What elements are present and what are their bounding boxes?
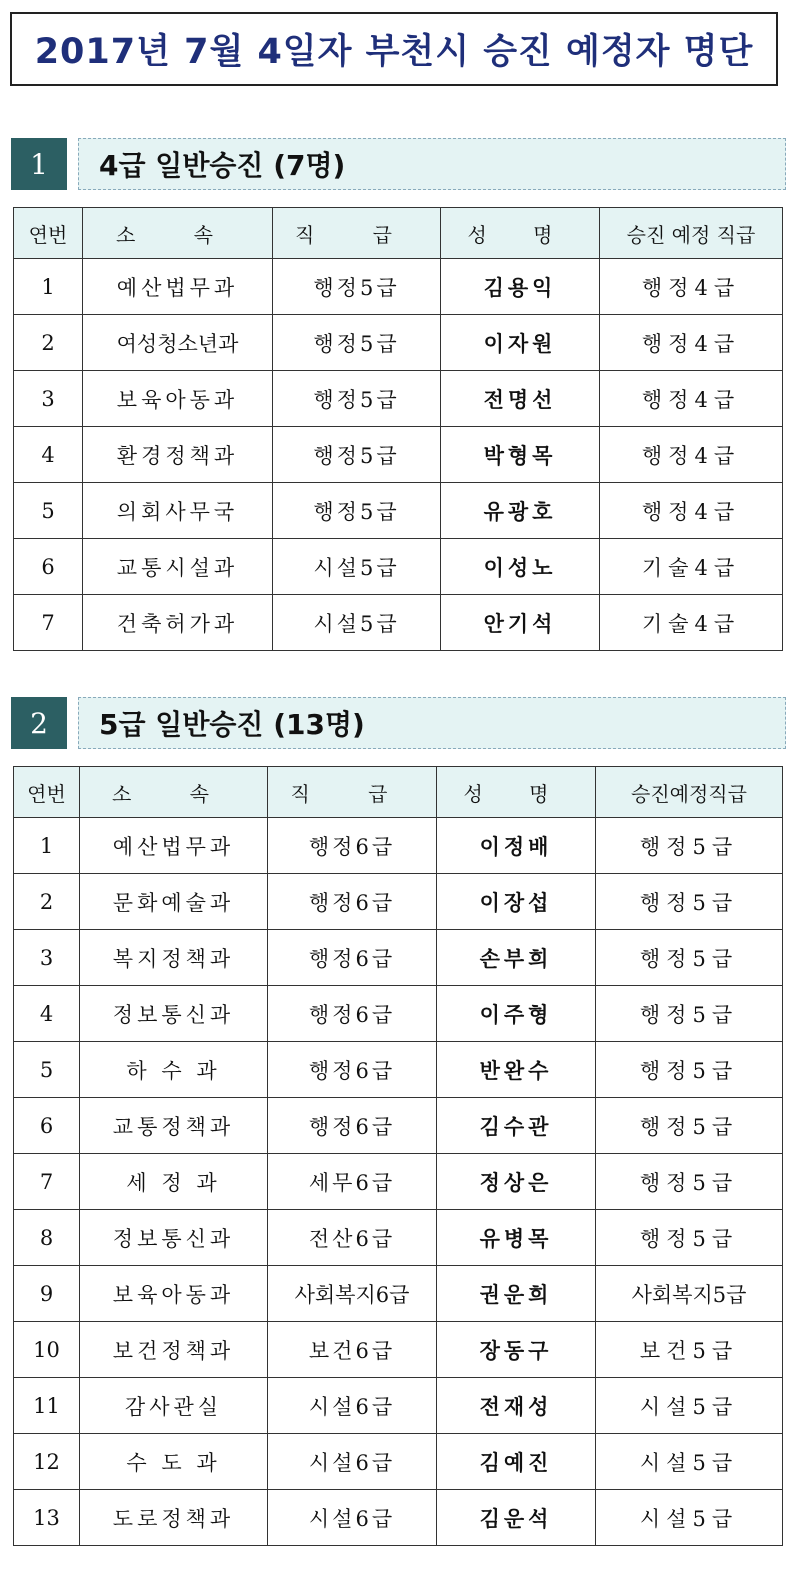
promotion-grade-cell: 행정5급 (596, 874, 783, 930)
person-name-cell: 이정배 (437, 818, 596, 874)
table-row (14, 1154, 783, 1210)
current-grade-cell: 시설5급 (273, 539, 441, 595)
current-grade-cell: 시설6급 (268, 1490, 437, 1546)
page-title-box (10, 12, 778, 86)
promotion-grade-cell: 시설5급 (596, 1434, 783, 1490)
table-row (14, 595, 783, 651)
row-number: 1 (14, 818, 80, 874)
row-number: 9 (14, 1266, 80, 1322)
promotion-grade-cell: 사회복지5급 (596, 1266, 783, 1322)
department-cell: 수 도 과 (80, 1434, 268, 1490)
table-row (14, 1322, 783, 1378)
row-number: 2 (14, 874, 80, 930)
current-grade-cell: 행정5급 (273, 427, 441, 483)
current-grade-cell: 행정5급 (273, 483, 441, 539)
person-name-cell: 이성노 (441, 539, 600, 595)
table-row (14, 315, 783, 371)
page-title: 2017년 7월 4일자 부천시 승진 예정자 명단 (34, 32, 754, 72)
table-row (14, 1042, 783, 1098)
promotion-grade-cell: 행정5급 (596, 986, 783, 1042)
department-cell: 도로정책과 (80, 1490, 268, 1546)
current-grade-cell: 전산6급 (268, 1210, 437, 1266)
row-number: 3 (14, 930, 80, 986)
row-number: 4 (14, 427, 83, 483)
current-grade-cell: 시설6급 (268, 1378, 437, 1434)
department-cell: 의회사무국 (83, 483, 273, 539)
section-2-header (11, 697, 786, 749)
table-row (14, 1210, 783, 1266)
person-name-cell: 이자원 (441, 315, 600, 371)
department-cell: 복지정책과 (80, 930, 268, 986)
department-cell: 세 정 과 (80, 1154, 268, 1210)
current-grade-cell: 행정6급 (268, 1098, 437, 1154)
department-cell: 보건정책과 (80, 1322, 268, 1378)
table-row (14, 986, 783, 1042)
department-cell: 예산법무과 (80, 818, 268, 874)
promotion-grade-cell: 행정5급 (596, 930, 783, 986)
column-header-name: 성 명 (437, 767, 596, 818)
promotion-grade-cell: 기술4급 (600, 595, 783, 651)
row-number: 6 (14, 539, 83, 595)
person-name-cell: 손부희 (437, 930, 596, 986)
current-grade-cell: 행정5급 (273, 371, 441, 427)
section-1-header (11, 138, 786, 190)
department-cell: 교통시설과 (83, 539, 273, 595)
department-cell: 문화예술과 (80, 874, 268, 930)
table-row (14, 874, 783, 930)
current-grade-cell: 행정6급 (268, 986, 437, 1042)
table-row (14, 930, 783, 986)
department-cell: 보육아동과 (83, 371, 273, 427)
row-number: 5 (14, 483, 83, 539)
section-2-number: 2 (11, 697, 67, 749)
person-name-cell: 김예진 (437, 1434, 596, 1490)
current-grade-cell: 행정6급 (268, 818, 437, 874)
column-header-no: 연번 (14, 767, 80, 818)
promotion-grade-cell: 시설5급 (596, 1490, 783, 1546)
promotion-grade-cell: 행정5급 (596, 1210, 783, 1266)
column-header-grade: 직 급 (268, 767, 437, 818)
department-cell: 여성청소년과 (83, 315, 273, 371)
current-grade-cell: 행정6급 (268, 874, 437, 930)
department-cell: 건축허가과 (83, 595, 273, 651)
row-number: 8 (14, 1210, 80, 1266)
row-number: 12 (14, 1434, 80, 1490)
row-number: 11 (14, 1378, 80, 1434)
person-name-cell: 반완수 (437, 1042, 596, 1098)
row-number: 4 (14, 986, 80, 1042)
person-name-cell: 권운희 (437, 1266, 596, 1322)
person-name-cell: 김수관 (437, 1098, 596, 1154)
department-cell: 감사관실 (80, 1378, 268, 1434)
column-header-promo: 승진 예정 직급 (600, 208, 783, 259)
table-row (14, 1490, 783, 1546)
department-cell: 환경정책과 (83, 427, 273, 483)
department-cell: 정보통신과 (80, 1210, 268, 1266)
promotion-grade-cell: 기술4급 (600, 539, 783, 595)
promotion-grade-cell: 행정4급 (600, 483, 783, 539)
table-header-row (14, 208, 783, 259)
person-name-cell: 유병목 (437, 1210, 596, 1266)
section-2-table (13, 766, 783, 1546)
person-name-cell: 장동구 (437, 1322, 596, 1378)
row-number: 7 (14, 595, 83, 651)
table-row (14, 818, 783, 874)
current-grade-cell: 행정6급 (268, 930, 437, 986)
person-name-cell: 전명선 (441, 371, 600, 427)
person-name-cell: 이주형 (437, 986, 596, 1042)
promotion-grade-cell: 행정5급 (596, 1042, 783, 1098)
column-header-no: 연번 (14, 208, 83, 259)
row-number: 1 (14, 259, 83, 315)
current-grade-cell: 행정5급 (273, 259, 441, 315)
department-cell: 하 수 과 (80, 1042, 268, 1098)
table-row (14, 427, 783, 483)
current-grade-cell: 사회복지6급 (268, 1266, 437, 1322)
current-grade-cell: 보건6급 (268, 1322, 437, 1378)
table-row (14, 259, 783, 315)
promotion-grade-cell: 행정4급 (600, 315, 783, 371)
section-2-heading: 5급 일반승진 (13명) (78, 697, 786, 749)
promotion-grade-cell: 보건5급 (596, 1322, 783, 1378)
column-header-name: 성 명 (441, 208, 600, 259)
column-header-dept: 소 속 (83, 208, 273, 259)
current-grade-cell: 시설5급 (273, 595, 441, 651)
department-cell: 정보통신과 (80, 986, 268, 1042)
table-header-row (14, 767, 783, 818)
person-name-cell: 정상은 (437, 1154, 596, 1210)
section-1-heading: 4급 일반승진 (7명) (78, 138, 786, 190)
table-row (14, 1434, 783, 1490)
promotion-grade-cell: 행정5급 (596, 818, 783, 874)
current-grade-cell: 세무6급 (268, 1154, 437, 1210)
person-name-cell: 이장섭 (437, 874, 596, 930)
promotion-grade-cell: 행정4급 (600, 371, 783, 427)
table-row (14, 539, 783, 595)
person-name-cell: 안기석 (441, 595, 600, 651)
table-row (14, 483, 783, 539)
row-number: 2 (14, 315, 83, 371)
current-grade-cell: 행정5급 (273, 315, 441, 371)
section-1-number: 1 (11, 138, 67, 190)
table-row (14, 1266, 783, 1322)
row-number: 6 (14, 1098, 80, 1154)
table-row (14, 1378, 783, 1434)
current-grade-cell: 행정6급 (268, 1042, 437, 1098)
promotion-grade-cell: 행정4급 (600, 259, 783, 315)
column-header-promo: 승진예정직급 (596, 767, 783, 818)
section-1-table (13, 207, 783, 651)
current-grade-cell: 시설6급 (268, 1434, 437, 1490)
person-name-cell: 김운석 (437, 1490, 596, 1546)
promotion-grade-cell: 행정5급 (596, 1154, 783, 1210)
row-number: 10 (14, 1322, 80, 1378)
person-name-cell: 박형목 (441, 427, 600, 483)
column-header-grade: 직 급 (273, 208, 441, 259)
table-row (14, 1098, 783, 1154)
person-name-cell: 유광호 (441, 483, 600, 539)
person-name-cell: 김용익 (441, 259, 600, 315)
person-name-cell: 전재성 (437, 1378, 596, 1434)
row-number: 7 (14, 1154, 80, 1210)
department-cell: 교통정책과 (80, 1098, 268, 1154)
column-header-dept: 소 속 (80, 767, 268, 818)
department-cell: 예산법무과 (83, 259, 273, 315)
row-number: 5 (14, 1042, 80, 1098)
promotion-grade-cell: 행정5급 (596, 1098, 783, 1154)
promotion-grade-cell: 행정4급 (600, 427, 783, 483)
row-number: 13 (14, 1490, 80, 1546)
table-row (14, 371, 783, 427)
promotion-grade-cell: 시설5급 (596, 1378, 783, 1434)
row-number: 3 (14, 371, 83, 427)
department-cell: 보육아동과 (80, 1266, 268, 1322)
